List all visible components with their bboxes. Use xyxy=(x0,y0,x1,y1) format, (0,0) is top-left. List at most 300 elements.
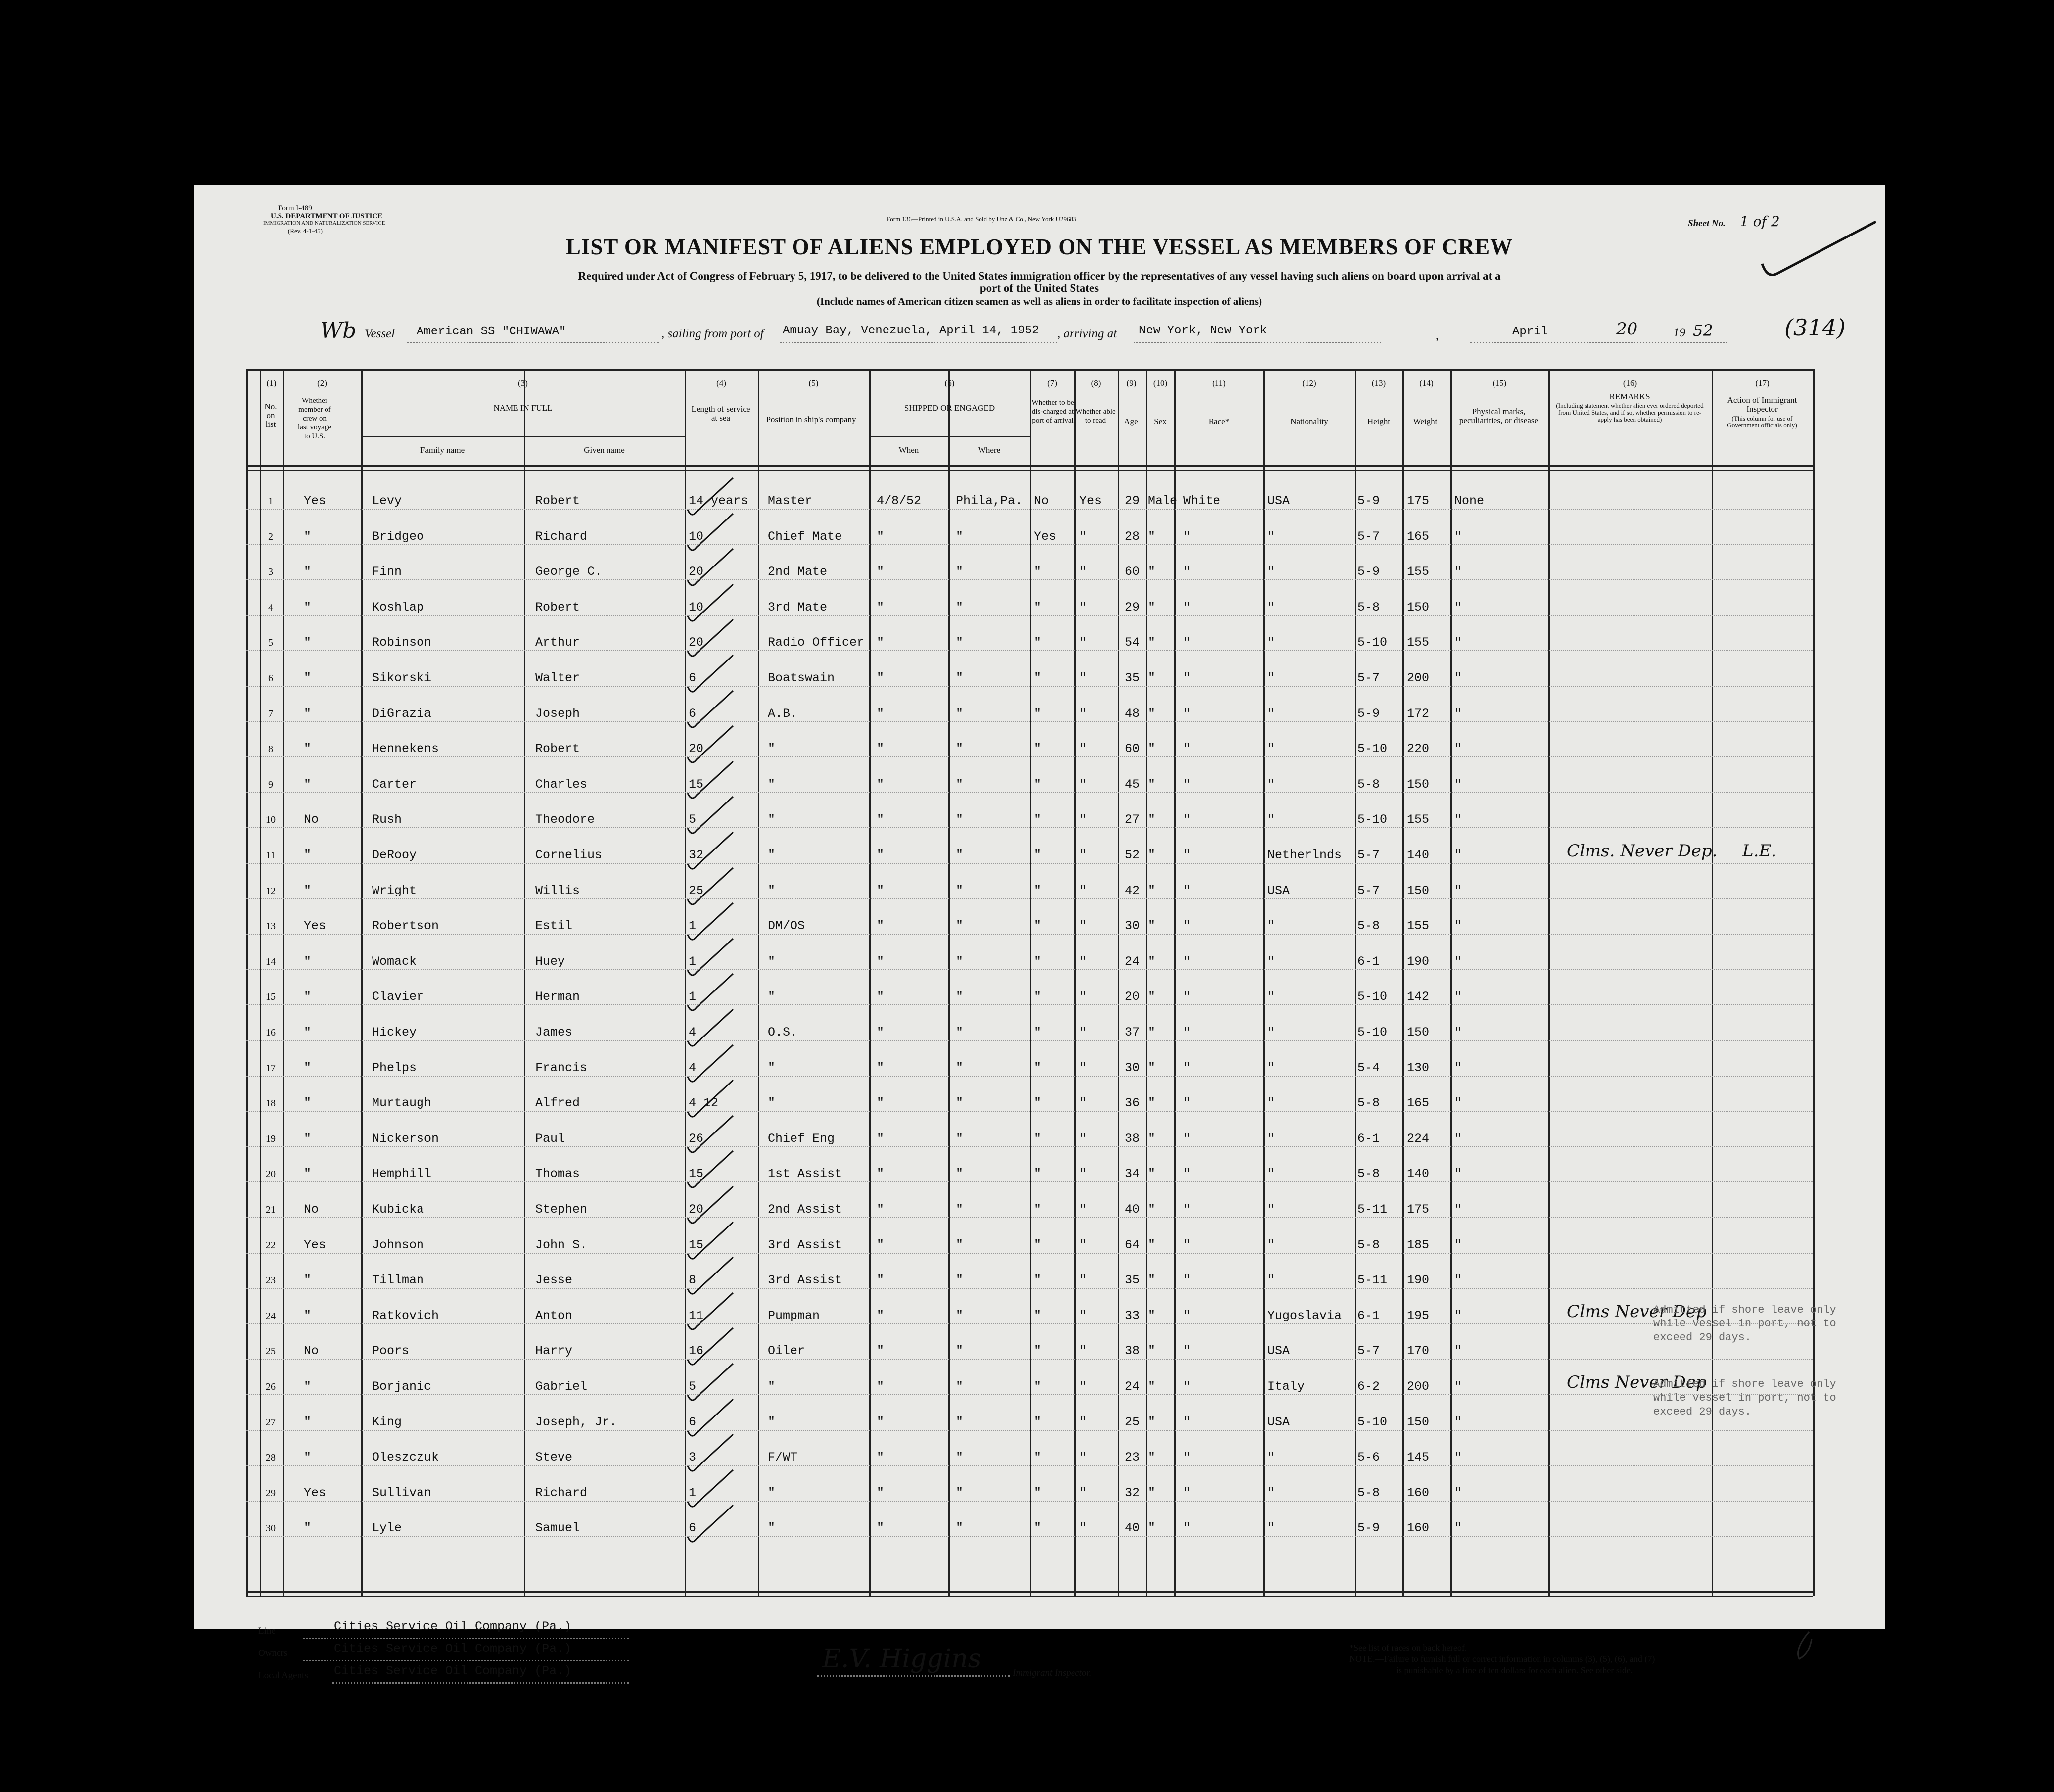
sex-cell: " xyxy=(1148,1060,1156,1075)
voyage-cell: " xyxy=(304,742,312,756)
position-cell: " xyxy=(768,883,776,898)
where-cell: " xyxy=(956,848,964,862)
nationality-cell: " xyxy=(1267,1485,1275,1500)
age-cell: 40 xyxy=(1125,1202,1140,1217)
age-cell: 38 xyxy=(1125,1344,1140,1359)
family-name-cell: Poors xyxy=(372,1344,410,1359)
race-cell: " xyxy=(1183,1485,1191,1500)
sex-cell: Male xyxy=(1148,494,1178,508)
sheet-number: 1 of 2 xyxy=(1740,213,1780,230)
position-cell: 2nd Mate xyxy=(768,565,828,579)
read-cell: " xyxy=(1079,671,1087,685)
weight-cell: 172 xyxy=(1407,706,1430,721)
position-cell: " xyxy=(768,1521,776,1536)
height-cell: 6-1 xyxy=(1357,1131,1380,1146)
sex-cell: " xyxy=(1148,706,1156,721)
service-cell: 16 xyxy=(689,1344,704,1359)
marks-cell: " xyxy=(1454,1485,1462,1500)
position-cell: " xyxy=(768,1415,776,1429)
column-number: (8) xyxy=(1091,378,1101,388)
remarks-cell: Clms. Never Dep. xyxy=(1567,841,1718,861)
table-row xyxy=(194,1157,1885,1192)
race-footnote: *See list of races on back hereof. xyxy=(1349,1643,1467,1652)
nationality-cell: " xyxy=(1267,990,1275,1004)
column-number: (15) xyxy=(1492,378,1507,388)
family-name-cell: Levy xyxy=(372,494,402,508)
service-cell: 32 xyxy=(689,848,704,862)
marks-cell: " xyxy=(1454,1273,1462,1288)
sex-cell: " xyxy=(1148,1025,1156,1039)
remarks-cell: Clms Never Dep xyxy=(1567,1301,1707,1321)
nationality-cell: " xyxy=(1267,565,1275,579)
header-age: Age xyxy=(1124,417,1138,426)
manifest-sheet xyxy=(194,185,1885,1681)
given-name-cell: Richard xyxy=(535,1485,588,1500)
weight-cell: 165 xyxy=(1407,1096,1430,1111)
height-cell: 5-10 xyxy=(1357,990,1388,1004)
header-family-name: Family name xyxy=(420,445,465,455)
age-cell: 32 xyxy=(1125,1485,1140,1500)
when-cell: " xyxy=(877,1485,885,1500)
family-name-cell: Womack xyxy=(372,954,417,969)
race-cell: " xyxy=(1183,565,1191,579)
header-name-in-full: NAME IN FULL xyxy=(493,403,553,413)
service-cell: 8 xyxy=(689,1273,697,1288)
service-cell: 20 xyxy=(689,565,704,579)
age-cell: 24 xyxy=(1125,954,1140,969)
discharged-cell: Yes xyxy=(1034,529,1057,544)
given-name-cell: Walter xyxy=(535,671,580,685)
read-cell: " xyxy=(1079,529,1087,544)
where-cell: " xyxy=(956,742,964,756)
family-name-cell: Murtaugh xyxy=(372,1096,432,1111)
service-cell: 1 xyxy=(689,919,697,934)
service-cell: 6 xyxy=(689,1415,697,1429)
marks-cell: " xyxy=(1454,1521,1462,1536)
service-cell: 6 xyxy=(689,671,697,685)
discharged-cell: " xyxy=(1034,919,1042,934)
form-revision: (Rev. 4-1-45) xyxy=(288,227,323,235)
height-cell: 5-7 xyxy=(1357,848,1380,862)
position-cell: " xyxy=(768,1060,776,1075)
nationality-cell: " xyxy=(1267,919,1275,934)
where-cell: Phila,Pa. xyxy=(956,494,1023,508)
weight-cell: 190 xyxy=(1407,954,1430,969)
voyage-cell: " xyxy=(304,600,312,614)
read-cell: " xyxy=(1079,1308,1087,1323)
family-name-cell: DiGrazia xyxy=(372,706,432,721)
voyage-cell: " xyxy=(304,565,312,579)
height-cell: 5-11 xyxy=(1357,1202,1388,1217)
discharged-cell: " xyxy=(1034,1379,1042,1394)
weight-cell: 140 xyxy=(1407,848,1430,862)
table-row xyxy=(194,697,1885,732)
family-name-cell: Ratkovich xyxy=(372,1308,439,1323)
line-value: Cities Service Oil Company (Pa.) xyxy=(334,1619,572,1634)
age-cell: 30 xyxy=(1125,919,1140,934)
age-cell: 64 xyxy=(1125,1237,1140,1252)
weight-cell: 200 xyxy=(1407,1379,1430,1394)
age-cell: 34 xyxy=(1125,1167,1140,1181)
where-cell: " xyxy=(956,777,964,792)
service-cell: 4 12 xyxy=(689,1096,719,1111)
position-cell: O.S. xyxy=(768,1025,798,1039)
weight-cell: 150 xyxy=(1407,883,1430,898)
read-cell: " xyxy=(1079,919,1087,934)
row-number: 2 xyxy=(268,531,273,542)
page-title: LIST OR MANIFEST OF ALIENS EMPLOYED ON THE VESSEL AS MEMBERS OF CREW xyxy=(565,235,1513,259)
race-cell: " xyxy=(1183,812,1191,827)
voyage-cell: Yes xyxy=(304,1485,327,1500)
read-cell: " xyxy=(1079,1521,1087,1536)
read-cell: " xyxy=(1079,1167,1087,1181)
inspector-label: Immigrant Inspector. xyxy=(1013,1668,1092,1678)
when-cell: " xyxy=(877,883,885,898)
read-cell: " xyxy=(1079,1415,1087,1429)
sex-cell: " xyxy=(1148,1131,1156,1146)
row-number: 28 xyxy=(266,1452,276,1463)
voyage-cell: Yes xyxy=(304,494,327,508)
column-number: (1) xyxy=(266,378,277,388)
discharged-cell: " xyxy=(1034,812,1042,827)
weight-cell: 220 xyxy=(1407,742,1430,756)
sex-cell: " xyxy=(1148,1308,1156,1323)
nationality-cell: " xyxy=(1267,812,1275,827)
where-cell: " xyxy=(956,1521,964,1536)
voyage-cell: " xyxy=(304,1273,312,1288)
height-cell: 6-1 xyxy=(1357,1308,1380,1323)
discharged-cell: " xyxy=(1034,1060,1042,1075)
given-name-cell: Alfred xyxy=(535,1096,580,1111)
position-cell: Master xyxy=(768,494,813,508)
row-number: 3 xyxy=(268,566,273,578)
given-name-cell: Robert xyxy=(535,494,580,508)
voyage-cell: " xyxy=(304,777,312,792)
given-name-cell: Gabriel xyxy=(535,1379,588,1394)
read-cell: " xyxy=(1079,565,1087,579)
column-number: (13) xyxy=(1371,378,1386,388)
service-cell: 20 xyxy=(689,635,704,650)
race-cell: " xyxy=(1183,990,1191,1004)
marks-cell: " xyxy=(1454,1415,1462,1429)
header-race: Race* xyxy=(1208,417,1230,426)
when-cell: " xyxy=(877,777,885,792)
family-name-cell: Carter xyxy=(372,777,417,792)
table-row xyxy=(194,732,1885,767)
date-day: 20 xyxy=(1616,319,1638,339)
discharged-cell: " xyxy=(1034,954,1042,969)
height-cell: 5-7 xyxy=(1357,671,1380,685)
table-row xyxy=(194,909,1885,944)
age-cell: 42 xyxy=(1125,883,1140,898)
table-row xyxy=(194,661,1885,697)
read-cell: " xyxy=(1079,1344,1087,1359)
age-cell: 36 xyxy=(1125,1096,1140,1111)
read-cell: " xyxy=(1079,990,1087,1004)
age-cell: 60 xyxy=(1125,565,1140,579)
service-cell: 10 xyxy=(689,600,704,614)
voyage-cell: " xyxy=(304,1096,312,1111)
discharged-cell: " xyxy=(1034,706,1042,721)
voyage-cell: " xyxy=(304,1415,312,1429)
table-row xyxy=(194,1369,1885,1405)
read-cell: " xyxy=(1079,812,1087,827)
row-number: 4 xyxy=(268,602,273,613)
table-row xyxy=(194,944,1885,980)
family-name-cell: Oleszczuk xyxy=(372,1450,439,1465)
weight-cell: 150 xyxy=(1407,1025,1430,1039)
family-name-cell: Finn xyxy=(372,565,402,579)
race-cell: White xyxy=(1183,494,1221,508)
arriving-port: New York, New York xyxy=(1139,324,1267,337)
when-cell: " xyxy=(877,1521,885,1536)
row-number: 20 xyxy=(266,1169,276,1180)
where-cell: " xyxy=(956,635,964,650)
discharged-cell: " xyxy=(1034,990,1042,1004)
when-cell: " xyxy=(877,812,885,827)
marks-cell: " xyxy=(1454,1025,1462,1039)
family-name-cell: Hickey xyxy=(372,1025,417,1039)
voyage-cell: " xyxy=(304,671,312,685)
height-cell: 5-9 xyxy=(1357,706,1380,721)
where-cell: " xyxy=(956,990,964,1004)
row-number: 27 xyxy=(266,1416,276,1428)
nationality-cell: " xyxy=(1267,1450,1275,1465)
discharged-cell: " xyxy=(1034,1308,1042,1323)
voyage-cell: " xyxy=(304,1450,312,1465)
when-cell: " xyxy=(877,919,885,934)
age-cell: 28 xyxy=(1125,529,1140,544)
voyage-cell: Yes xyxy=(304,919,327,934)
where-cell: " xyxy=(956,1096,964,1111)
where-cell: " xyxy=(956,1167,964,1181)
age-cell: 25 xyxy=(1125,1415,1140,1429)
sex-cell: " xyxy=(1148,1485,1156,1500)
age-cell: 30 xyxy=(1125,1060,1140,1075)
age-cell: 54 xyxy=(1125,635,1140,650)
position-cell: 1st Assist xyxy=(768,1167,842,1181)
table-row xyxy=(194,1086,1885,1122)
given-name-cell: Anton xyxy=(535,1308,573,1323)
marks-cell: " xyxy=(1454,1379,1462,1394)
table-row xyxy=(194,1476,1885,1511)
service-cell: 15 xyxy=(689,1167,704,1181)
given-name-cell: Steve xyxy=(535,1450,573,1465)
marks-cell: " xyxy=(1454,1450,1462,1465)
when-cell: " xyxy=(877,1025,885,1039)
age-cell: 38 xyxy=(1125,1131,1140,1146)
where-cell: " xyxy=(956,1450,964,1465)
given-name-cell: Robert xyxy=(535,742,580,756)
weight-cell: 155 xyxy=(1407,635,1430,650)
column-number: (2) xyxy=(317,378,327,388)
where-cell: " xyxy=(956,565,964,579)
weight-cell: 190 xyxy=(1407,1273,1430,1288)
marks-cell: None xyxy=(1454,494,1485,508)
read-cell: " xyxy=(1079,1060,1087,1075)
marks-cell: " xyxy=(1454,1237,1462,1252)
nationality-cell: " xyxy=(1267,1131,1275,1146)
service-cell: 6 xyxy=(689,1521,697,1536)
service-cell: 14 years xyxy=(689,494,748,508)
when-cell: " xyxy=(877,1344,885,1359)
when-cell: " xyxy=(877,1415,885,1429)
voyage-cell: " xyxy=(304,706,312,721)
table-row xyxy=(194,767,1885,803)
nationality-cell: " xyxy=(1267,671,1275,685)
table-row xyxy=(194,1122,1885,1157)
where-cell: " xyxy=(956,1308,964,1323)
family-name-cell: Phelps xyxy=(372,1060,417,1075)
race-cell: " xyxy=(1183,1521,1191,1536)
height-cell: 5-8 xyxy=(1357,1096,1380,1111)
printer-line: Form 136—Printed in U.S.A. and Sold by Unz & Co., New York U29683 xyxy=(887,215,1076,223)
row-number: 9 xyxy=(268,779,273,790)
voyage-cell: " xyxy=(304,1521,312,1536)
table-row xyxy=(194,1334,1885,1369)
weight-cell: 160 xyxy=(1407,1485,1430,1500)
header-inspector-note: (This column for use of Government officials only) xyxy=(1727,415,1797,429)
where-cell: " xyxy=(956,1485,964,1500)
table-row xyxy=(194,1405,1885,1441)
date-month: April xyxy=(1512,325,1548,338)
height-cell: 5-9 xyxy=(1357,1521,1380,1536)
voyage-cell: " xyxy=(304,635,312,650)
read-cell: " xyxy=(1079,777,1087,792)
race-cell: " xyxy=(1183,1131,1191,1146)
row-number: 16 xyxy=(266,1027,276,1038)
table-row xyxy=(194,802,1885,838)
weight-cell: 160 xyxy=(1407,1521,1430,1536)
voyage-cell: " xyxy=(304,848,312,862)
row-number: 8 xyxy=(268,744,273,755)
row-number: 11 xyxy=(266,850,276,861)
table-row xyxy=(194,1440,1885,1476)
table-row xyxy=(194,1511,1885,1547)
header-given-name: Given name xyxy=(584,445,625,455)
given-name-cell: James xyxy=(535,1025,573,1039)
sex-cell: " xyxy=(1148,565,1156,579)
row-number: 13 xyxy=(266,921,276,932)
where-cell: " xyxy=(956,1202,964,1217)
row-number: 17 xyxy=(266,1062,276,1074)
header-shipped-engaged: SHIPPED OR ENGAGED xyxy=(904,403,995,413)
table-row xyxy=(194,1051,1885,1086)
weight-cell: 150 xyxy=(1407,1415,1430,1429)
marks-cell: " xyxy=(1454,812,1462,827)
discharged-cell: " xyxy=(1034,848,1042,862)
service-cell: 20 xyxy=(689,1202,704,1217)
row-number: 19 xyxy=(266,1133,276,1144)
voyage-cell: " xyxy=(304,990,312,1004)
column-number: (5) xyxy=(808,378,819,388)
race-cell: " xyxy=(1183,954,1191,969)
height-cell: 5-9 xyxy=(1357,565,1380,579)
voyage-cell: " xyxy=(304,1308,312,1323)
sex-cell: " xyxy=(1148,671,1156,685)
height-cell: 5-10 xyxy=(1357,812,1388,827)
row-number: 24 xyxy=(266,1310,276,1321)
position-cell: F/WT xyxy=(768,1450,798,1465)
column-number: (7) xyxy=(1047,378,1057,388)
family-name-cell: Sullivan xyxy=(372,1485,432,1500)
table-row xyxy=(194,519,1885,555)
age-cell: 33 xyxy=(1125,1308,1140,1323)
sex-cell: " xyxy=(1148,777,1156,792)
row-number: 22 xyxy=(266,1239,276,1251)
given-name-cell: Stephen xyxy=(535,1202,588,1217)
discharged-cell: " xyxy=(1034,1415,1042,1429)
service-name: IMMIGRATION AND NATURALIZATION SERVICE xyxy=(263,220,385,226)
sex-cell: " xyxy=(1148,1415,1156,1429)
height-cell: 5-4 xyxy=(1357,1060,1380,1075)
vessel-label: Vessel xyxy=(365,327,395,340)
when-cell: " xyxy=(877,706,885,721)
read-cell: " xyxy=(1079,1131,1087,1146)
nationality-cell: " xyxy=(1267,1025,1275,1039)
marks-cell: " xyxy=(1454,919,1462,934)
position-cell: Boatswain xyxy=(768,671,835,685)
age-cell: 37 xyxy=(1125,1025,1140,1039)
given-name-cell: Paul xyxy=(535,1131,565,1146)
when-cell: " xyxy=(877,600,885,614)
nationality-cell: " xyxy=(1267,1060,1275,1075)
marks-cell: " xyxy=(1454,990,1462,1004)
weight-cell: 175 xyxy=(1407,494,1430,508)
read-cell: " xyxy=(1079,600,1087,614)
marks-cell: " xyxy=(1454,1060,1462,1075)
header-discharged: Whether to be dis-charged at port of arrival xyxy=(1031,399,1074,424)
marks-cell: " xyxy=(1454,1308,1462,1323)
read-cell: " xyxy=(1079,883,1087,898)
given-name-cell: Richard xyxy=(535,529,588,544)
table-row xyxy=(194,1192,1885,1228)
sex-cell: " xyxy=(1148,1379,1156,1394)
given-name-cell: John S. xyxy=(535,1237,588,1252)
sex-cell: " xyxy=(1148,1202,1156,1217)
voyage-cell: " xyxy=(304,883,312,898)
when-cell: " xyxy=(877,1131,885,1146)
column-number: (3) xyxy=(518,378,528,388)
typed-note-26: while vessel in port, not to xyxy=(1653,1392,1836,1404)
header-remarks-note: (Including statement whether alien ever ordered deported from United States, and if so, whether permission to re-apply has been obtained) xyxy=(1556,402,1704,423)
where-cell: " xyxy=(956,706,964,721)
header-last-voyage: Whether member of crew on last voyage to U.S. xyxy=(298,397,331,440)
sailing-label: , sailing from port of xyxy=(661,327,764,340)
nationality-cell: " xyxy=(1267,600,1275,614)
discharged-cell: " xyxy=(1034,1131,1042,1146)
voyage-cell: " xyxy=(304,1131,312,1146)
sex-cell: " xyxy=(1148,1344,1156,1359)
sex-cell: " xyxy=(1148,919,1156,934)
marks-cell: " xyxy=(1454,565,1462,579)
nationality-cell: USA xyxy=(1267,1344,1290,1359)
table-row xyxy=(194,555,1885,590)
position-cell: " xyxy=(768,812,776,827)
weight-cell: 175 xyxy=(1407,1202,1430,1217)
column-number: (17) xyxy=(1755,378,1770,388)
discharged-cell: " xyxy=(1034,565,1042,579)
height-cell: 5-8 xyxy=(1357,777,1380,792)
position-cell: 3rd Assist xyxy=(768,1237,842,1252)
position-cell: Chief Eng xyxy=(768,1131,835,1146)
column-number: (12) xyxy=(1302,378,1316,388)
service-cell: 3 xyxy=(689,1450,697,1465)
sailing-port: Amuay Bay, Venezuela, April 14, 1952 xyxy=(783,324,1039,337)
where-cell: " xyxy=(956,1237,964,1252)
nationality-cell: Yugoslavia xyxy=(1267,1308,1342,1323)
race-cell: " xyxy=(1183,635,1191,650)
